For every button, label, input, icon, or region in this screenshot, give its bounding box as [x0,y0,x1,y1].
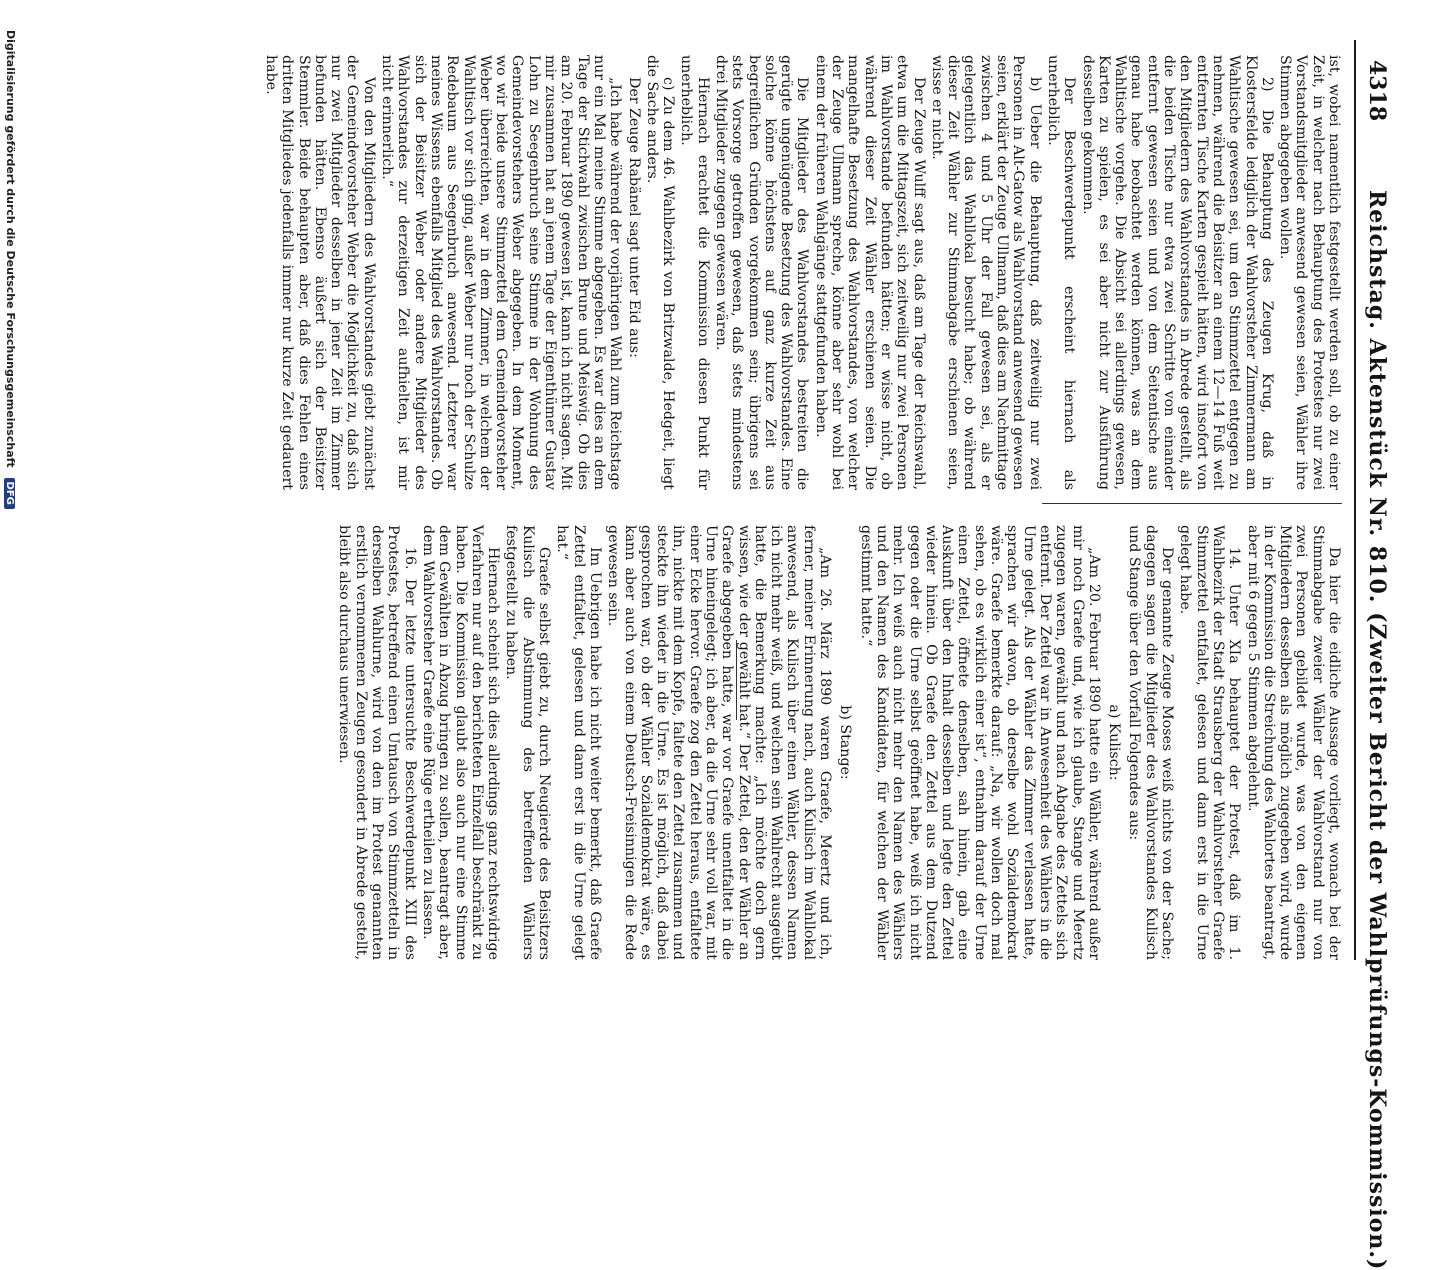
paragraph: Hiernach scheint sich dies allerdings ganz rechtswidrige Verfahren nur auf den berichteten Einzelfall beschränkt zu haben. Die Kommission glaubt also auch nur eine Stimme dem Gewählten in Abzug bringen zu sollen, beantragt aber, dem Wahlvorsteher Graefe eine Rüge ertheilen zu lassen. [419,525,502,960]
paragraph: Hiernach erachtet die Kommission diesen Punkt für unerheblich. [678,55,711,490]
digitization-credit [4,30,17,509]
quotation: „Am 26. März 1890 waren Graefe, Meertz und ich, ferner, meiner Erinnerung nach, auch Kulisch im Wahllokal anwesend, als Kulisch über einen Wähler, dessen Namen ich nicht mehr weiß, und welchen sein Wahlrecht ausgeübt hatte, die Bemerkung machte: „Ich möchte doch gern wissen, wie der gewählt hat.“ Der Zettel, den der Wähler an Graefe abgegeben hatte, war vor Graefe unentfaltet in die Urne hineingelegt; ich aber, da die Urne sehr voll war, mit einer Ecke hervor. Graefe zog den Zettel heraus, entfaltete ihn, nickte mit dem Kopfe, faltete den Zettel zusammen und steckte ihn wieder in die Urne. Es ist möglich, daß dabei gesprochen war, ob der Wähler Sozialdemokrat wäre, es kann aber auch von einem Deutsch-Freisinnigen die Rede gewesen sein. [605,525,834,960]
dfg-logo: DFG [4,478,15,509]
subheading: a) Kulisch: [1106,704,1123,781]
quotation: „Ich habe während der vorjährigen Wahl zum Reichstage nur ein Mal meine Stimme abgegeben. Es war dies an dem Tage der Stichwahl zwischen Brune und Meiswig. Ob dies am 20. Februar 1890 gewesen ist, kann ich nicht sagen. Mit mir zusammen hat an jenem Tage der Eigenthümer Gustav Lohn zu Seegenbruch seine Stimme in der Wohnung des Gemeindevorstehers Weber abgegeben. In dem Moment, wo wir beide unsere Stimmzettel dem Gemeindevorsteher Weber überreichten, war in dem Zimmer, in welchem der Wahltisch vor sich ging, außer Weber nur noch der Schulze Redebaum aus Seegenbruch anwesend. Letzterer war meines Wissens ebenfalls Mitglied des Wahlvorstandes. Ob sich der Beisitzer Weber oder andere Mitglieder des Wahlvorstandes zur derzeitigen Zeit aufhielten, ist mir nicht erinnerlich.“ [379,55,624,490]
paragraph: Graefe selbst giebt zu, durch Neugierde des Beisitzers Kulisch die Abstimmung des betreffenden Wählers festgestellt zu haben. [503,525,553,960]
paragraph: ist, wobei namentlich festgestellt werden soll, ob zu einer Zeit, in welcher nach Behauptung des Protestes nur zwei Vorstandsmitglieder anwesend gewesen seien, Wähler ihre Stimmen abgegeben wollen. [1277,55,1342,490]
paragraph: Der Zeuge Rabänel sagt unter Eid aus: [625,77,642,358]
subheading: b) Stange: [837,705,854,780]
right-column [334,525,1342,960]
quotation: „Am 20. Februar 1890 hatte ein Wähler, während außer mir noch Graefe und, wie ich glaube, Stange und Meertz zugegen waren, gewählt und nach Abgabe des Zettels sich entfernt. Der Zettel war in Anwesenheit des Wählers in die Urne gelegt. Als der Wähler das Zimmer verlassen hatte, sprachen wir davon, ob derselbe wohl Sozialdemokrat wäre. Graefe bemerkte darauf: „Na, wir wollen doch mal sehen, ob es wirklich einer ist“, entnahm darauf der Urne einen Zettel, öffnete denselben, sah hinein, gab eine Auskunft über den Inhalt desselben und legte den Zettel wieder hinein. Ob Graefe den Zettel aus dem Dutzend gegen oder die Urne selbst geöffnet habe, weiß ich nicht mehr. Ich weiß auch nicht mehr den Namen des Wählers und den Namen des Kandidaten, für welchen der Wähler gestimmt hatte.“ [857,525,1102,960]
paragraph: Der Zeuge Wulff sagt aus, daß am Tage der Reichswahl, etwa um die Mittagszeit, sich zeitweilig nur zwei Personen im Wahlvorstande befunden hätten; er wisse nicht, ob während dieser Zeit Wähler erschienen seien. Die mangelhafte Besetzung des Wahlvorstandes, von welcher der Zeuge Ullmann spreche, könne aber sehr wohl bei einem der früheren Wahlgänge stattgefunden haben. [812,55,927,490]
column-divider [1042,503,1342,504]
paragraph: Die Mitglieder des Wahlvorstandes bestreiten die gerügte ungenügende Besetzung des Wahlvorstandes. Eine solche könne höchstens auf ganz kurze Zeit aus begreiflichen Gründen vorgekommen sein; übrigens sei stets Vorsorge getroffen gewesen, daß stets mindestens drei Mitglieder zugegen gewesen wären. [713,55,811,490]
page-number: 4318 [1364,60,1390,122]
paragraph: 2) Die Behauptung des Zeugen Krug, daß in Klostersfelde lediglich der Wahlvorsteher Zimmermann am Wahltische gewesen sei, um den Stimmzettel entgegen zu nehmen, während die Beisitzer an einem 12—14 Fuß weit entfernten Tische Karten gespielt hätten, wird insofort von den Mitgliedern des Wahlvorstandes in Abrede gestellt, als die beiden Tische nur etwa zwei Schritte von einander entfernt gewesen seien und von dem Seitentische aus genau habe beobachtet werden können, was an dem Wahltische vorgehe. Die Absicht sei allerdings gewesen, Karten zu spielen, es sei aber nicht zur Ausführung desselben gekommen. [1079,55,1275,490]
paragraph: Von den Mitgliedern des Wahlvorstandes giebt zunächst der Gemeindevorsteher Weber die Möglichkeit zu, daß sich nur zwei Mitglieder desselben in jener Zeit im Zimmer befunden hätten. Ebenso äußert sich der Beisitzer Stemmler. Beide behaupten aber, daß dies Fehlen eines dritten Mitgliedes jedenfalls immer nur kurze Zeit gedauert habe. [263,55,377,490]
paragraph: Im Uebrigen habe ich nicht weiter bemerkt, daß Graefe Zettel entfaltet, gelesen und dann erst in die Urne gelegt hat.“ [554,525,603,960]
running-title: Reichstag. Aktenstück Nr. 810. (Zweiter Bericht der Wahlprüfungs-Kommission.) [1364,190,1390,1270]
paragraph: Da hier die eidliche Aussage vorliegt, wonach bei der Stimmabgabe zweier Wähler der Wahlvorstand nur von zwei Personen gebildet wurde, was von den eigenen Mitgliedern desselben als möglich zugegeben wird, wurde in der Kommission die Streichung des Wahlortes beantragt, aber mit 6 gegen 5 Stimmen abgelehnt. [1244,525,1342,960]
paragraph: Der genannte Zeuge Moses weiß nichts von der Sache; dagegen sagen die Mitglieder des Wahlvorstandes Kulisch und Stange über den Vorfall Folgendes aus: [1126,525,1176,960]
paragraph: 14. Unter XIa behauptet der Protest, daß im 1. Wahlbezirk der Stadt Strausberg der Wahlvorsteher Graefe Stimmzettel entfaltet, gelesen und dann erst in die Urne gelegt habe. [1177,525,1243,960]
paragraph: 16. Der letzte untersuchte Beschwerdepunkt XIII des Protestes, betreffend einen Umtausch von Stimmzetteln in derselben Wahlurne, wird von den im Protest genannten erstlich vernommenen Zeugen gesondert in Abrede gestellt, bleibt also durchaus unerwiesen. [336,525,418,960]
left-column [261,55,1342,490]
page-header [1354,40,1396,1270]
paragraph: b) Ueber die Behauptung, daß zeitweilig nur zwei Personen in Alt-Gatow als Wahlvorstand anwesend gewesen seien, erklärt der Zeuge Ullmann, daß dies am Nachmittage zwischen 4 und 5 Uhr der Fall gewesen sei, als er gelegentlich das Wahllokal besucht habe; ob während dieser Zeit Wähler zur Stimmabgabe erschienen seien, wisse er nicht. [928,55,1043,490]
end-rule [736,640,737,720]
paragraph: c) Zu dem 46. Wahlbezirk von Britzwalde, Hedgeit, liegt die Sache anders. [643,55,677,490]
credit-text: Digitalisierung gefördert durch die Deutsche Forschungsgemeinschaft [4,30,17,468]
paragraph: Der Beschwerdepunkt erscheint hiernach als unerheblich. [1044,55,1078,490]
